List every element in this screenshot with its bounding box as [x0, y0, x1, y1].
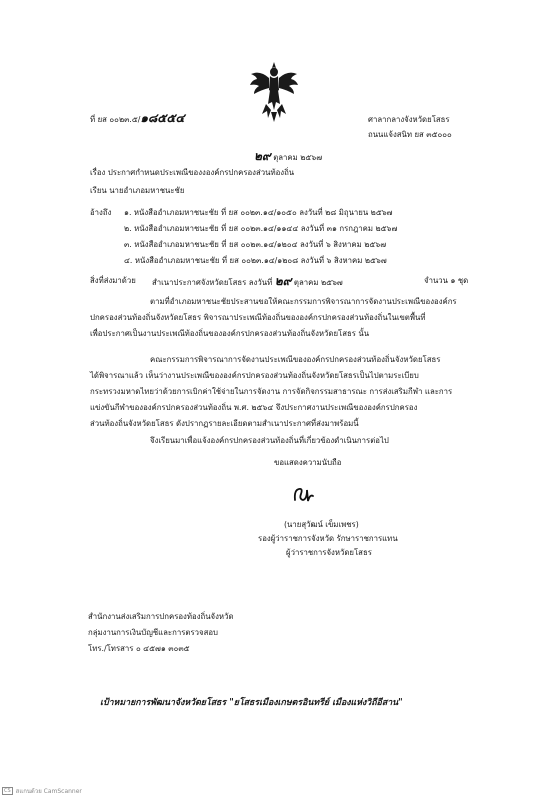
- footer-phone: โทร./โทรสาร ๐ ๔๕๗๑ ๓๐๓๕: [88, 644, 190, 653]
- body-paragraph-2: [90, 352, 452, 432]
- garuda-emblem-icon: [248, 60, 300, 124]
- paragraph-line: ปกครองส่วนท้องถิ่นจังหวัดยโสธร พิจารณาประเพณีท้องถิ่นขององค์กรปกครองส่วนท้องถิ่นในเขตพื้นที่: [90, 313, 426, 322]
- reference-prefix: ที่ ยส ๐๐๒๓.๕/: [90, 115, 141, 124]
- paragraph-line: กระทรวงมหาดไทยว่าด้วยการเบิกค่าใช้จ่ายในการจัดงาน การจัดกิจกรรมสาธารณะ การส่งเสริมกีฬา และการ: [90, 387, 453, 396]
- enclosure-date: ตุลาคม ๒๕๖๗: [293, 278, 343, 287]
- paragraph-line: เพื่อประกาศเป็นงานประเพณีท้องถิ่นขององค์กรปกครองส่วนท้องถิ่นจังหวัดยโสธร นั้น: [90, 329, 370, 338]
- letter-date: [254, 151, 322, 163]
- footer-division: กลุ่มงานการเงินบัญชีและการตรวจสอบ: [88, 628, 218, 637]
- reference-item: ๔. หนังสืออำเภอมหาชนะชัย ที่ ยส ๐๐๒๓.๑๔/๑๒๐๘ ลงวันที่ ๖ สิงหาคม ๒๕๖๗: [124, 256, 387, 265]
- paragraph-line: ส่วนท้องถิ่นจังหวัดยโสธร ดังปรากฏรายละเอียดตามสำเนาประกาศที่ส่งมาพร้อมนี้: [90, 419, 359, 428]
- office-address-line2: ถนนแจ้งสนิท ยส ๓๕๐๐๐: [368, 130, 452, 139]
- reference-item: ๓. หนังสืออำเภอมหาชนะชัย ที่ ยส ๐๐๒๓.๑๔/๑๒๐๔ ลงวันที่ ๖ สิงหาคม ๒๕๖๗: [124, 240, 387, 249]
- enclosure-day-handwritten: ๒๙: [274, 274, 292, 288]
- office-address-line1: ศาลากลางจังหวัดยโสธร: [368, 115, 450, 124]
- date-day-handwritten: ๒๙: [254, 149, 271, 163]
- handwritten-signature: [291, 484, 315, 504]
- footer-office: สำนักงานส่งเสริมการปกครองท้องถิ่นจังหวัด: [88, 612, 234, 621]
- enclosure-description: [152, 276, 343, 288]
- references-label: อ้างถึง: [90, 208, 112, 217]
- signer-name: (นายสุวัฒน์ เข็มเพชร): [284, 520, 359, 529]
- signer-title: รองผู้ว่าราชการจังหวัด รักษาราชการแทน: [258, 534, 398, 543]
- date-month-year: ตุลาคม ๒๕๖๗: [273, 153, 323, 162]
- reference-number: [90, 113, 185, 125]
- reference-item: ๒. หนังสืออำเภอมหาชนะชัย ที่ ยส ๐๐๒๓.๑๔/๑๑๔๔ ลงวันที่ ๓๑ กรกฎาคม ๒๕๖๗: [124, 224, 398, 233]
- body-paragraph-3: จึงเรียนมาเพื่อแจ้งองค์กรปกครองส่วนท้องถิ่นที่เกี่ยวข้องดำเนินการต่อไป: [150, 436, 389, 445]
- paragraph-line: ได้พิจารณาแล้ว เห็นว่างานประเพณีขององค์กรปกครองส่วนท้องถิ่นจังหวัดยโสธรเป็นไปตามระเบียบ: [90, 371, 419, 380]
- enclosure-quantity: จำนวน ๑ ชุด: [424, 276, 469, 285]
- paragraph-line: คณะกรรมการพิจารณาการจัดงานประเพณีขององค์กรปกครองส่วนท้องถิ่นจังหวัดยโสธร: [150, 355, 441, 364]
- body-paragraph-1: [90, 294, 457, 342]
- addressee-line: เรียน นายอำเภอมหาชนะชัย: [90, 186, 185, 195]
- camscanner-watermark: [2, 786, 82, 796]
- paragraph-line: แข่งขันกีฬาขององค์กรปกครองส่วนท้องถิ่น พ.ศ. ๒๕๖๔ จึงประกาศงานประเพณีขององค์กรปกครอง: [90, 403, 418, 412]
- subject-line: เรื่อง ประกาศกำหนดประเพณีของงองค์กรปกครองส่วนท้องถิ่น: [90, 168, 295, 177]
- camscanner-logo-icon: CS: [4, 788, 11, 794]
- province-motto: เป้าหมายการพัฒนาจังหวัดยโสธร "ยโสธรเมืองเกษตรอินทรีย์ เมืองแห่งวิถีอีสาน": [100, 698, 403, 708]
- closing-salutation: ขอแสดงความนับถือ: [274, 458, 342, 467]
- camscanner-text: สแกนด้วย CamScanner: [15, 788, 82, 795]
- enclosure-label: สิ่งที่ส่งมาด้วย: [90, 276, 136, 285]
- signer-title-2: ผู้ว่าราชการจังหวัดยโสธร: [286, 548, 372, 557]
- paragraph-line: ตามที่อำเภอมหาชนะชัยประสานขอให้คณะกรรมการพิจารณาการจัดงานประเพณีขององค์กร: [150, 297, 457, 306]
- reference-number-handwritten: ๑๘๕๕๔: [140, 111, 185, 125]
- reference-item: ๑. หนังสืออำเภอมหาชนะชัย ที่ ยส ๐๐๒๓.๑๔/๑๐๕๐ ลงวันที่ ๒๘ มิถุนายน ๒๕๖๗: [124, 208, 393, 217]
- enclosure-text: สำเนาประกาศจังหวัดยโสธร ลงวันที่: [152, 278, 273, 287]
